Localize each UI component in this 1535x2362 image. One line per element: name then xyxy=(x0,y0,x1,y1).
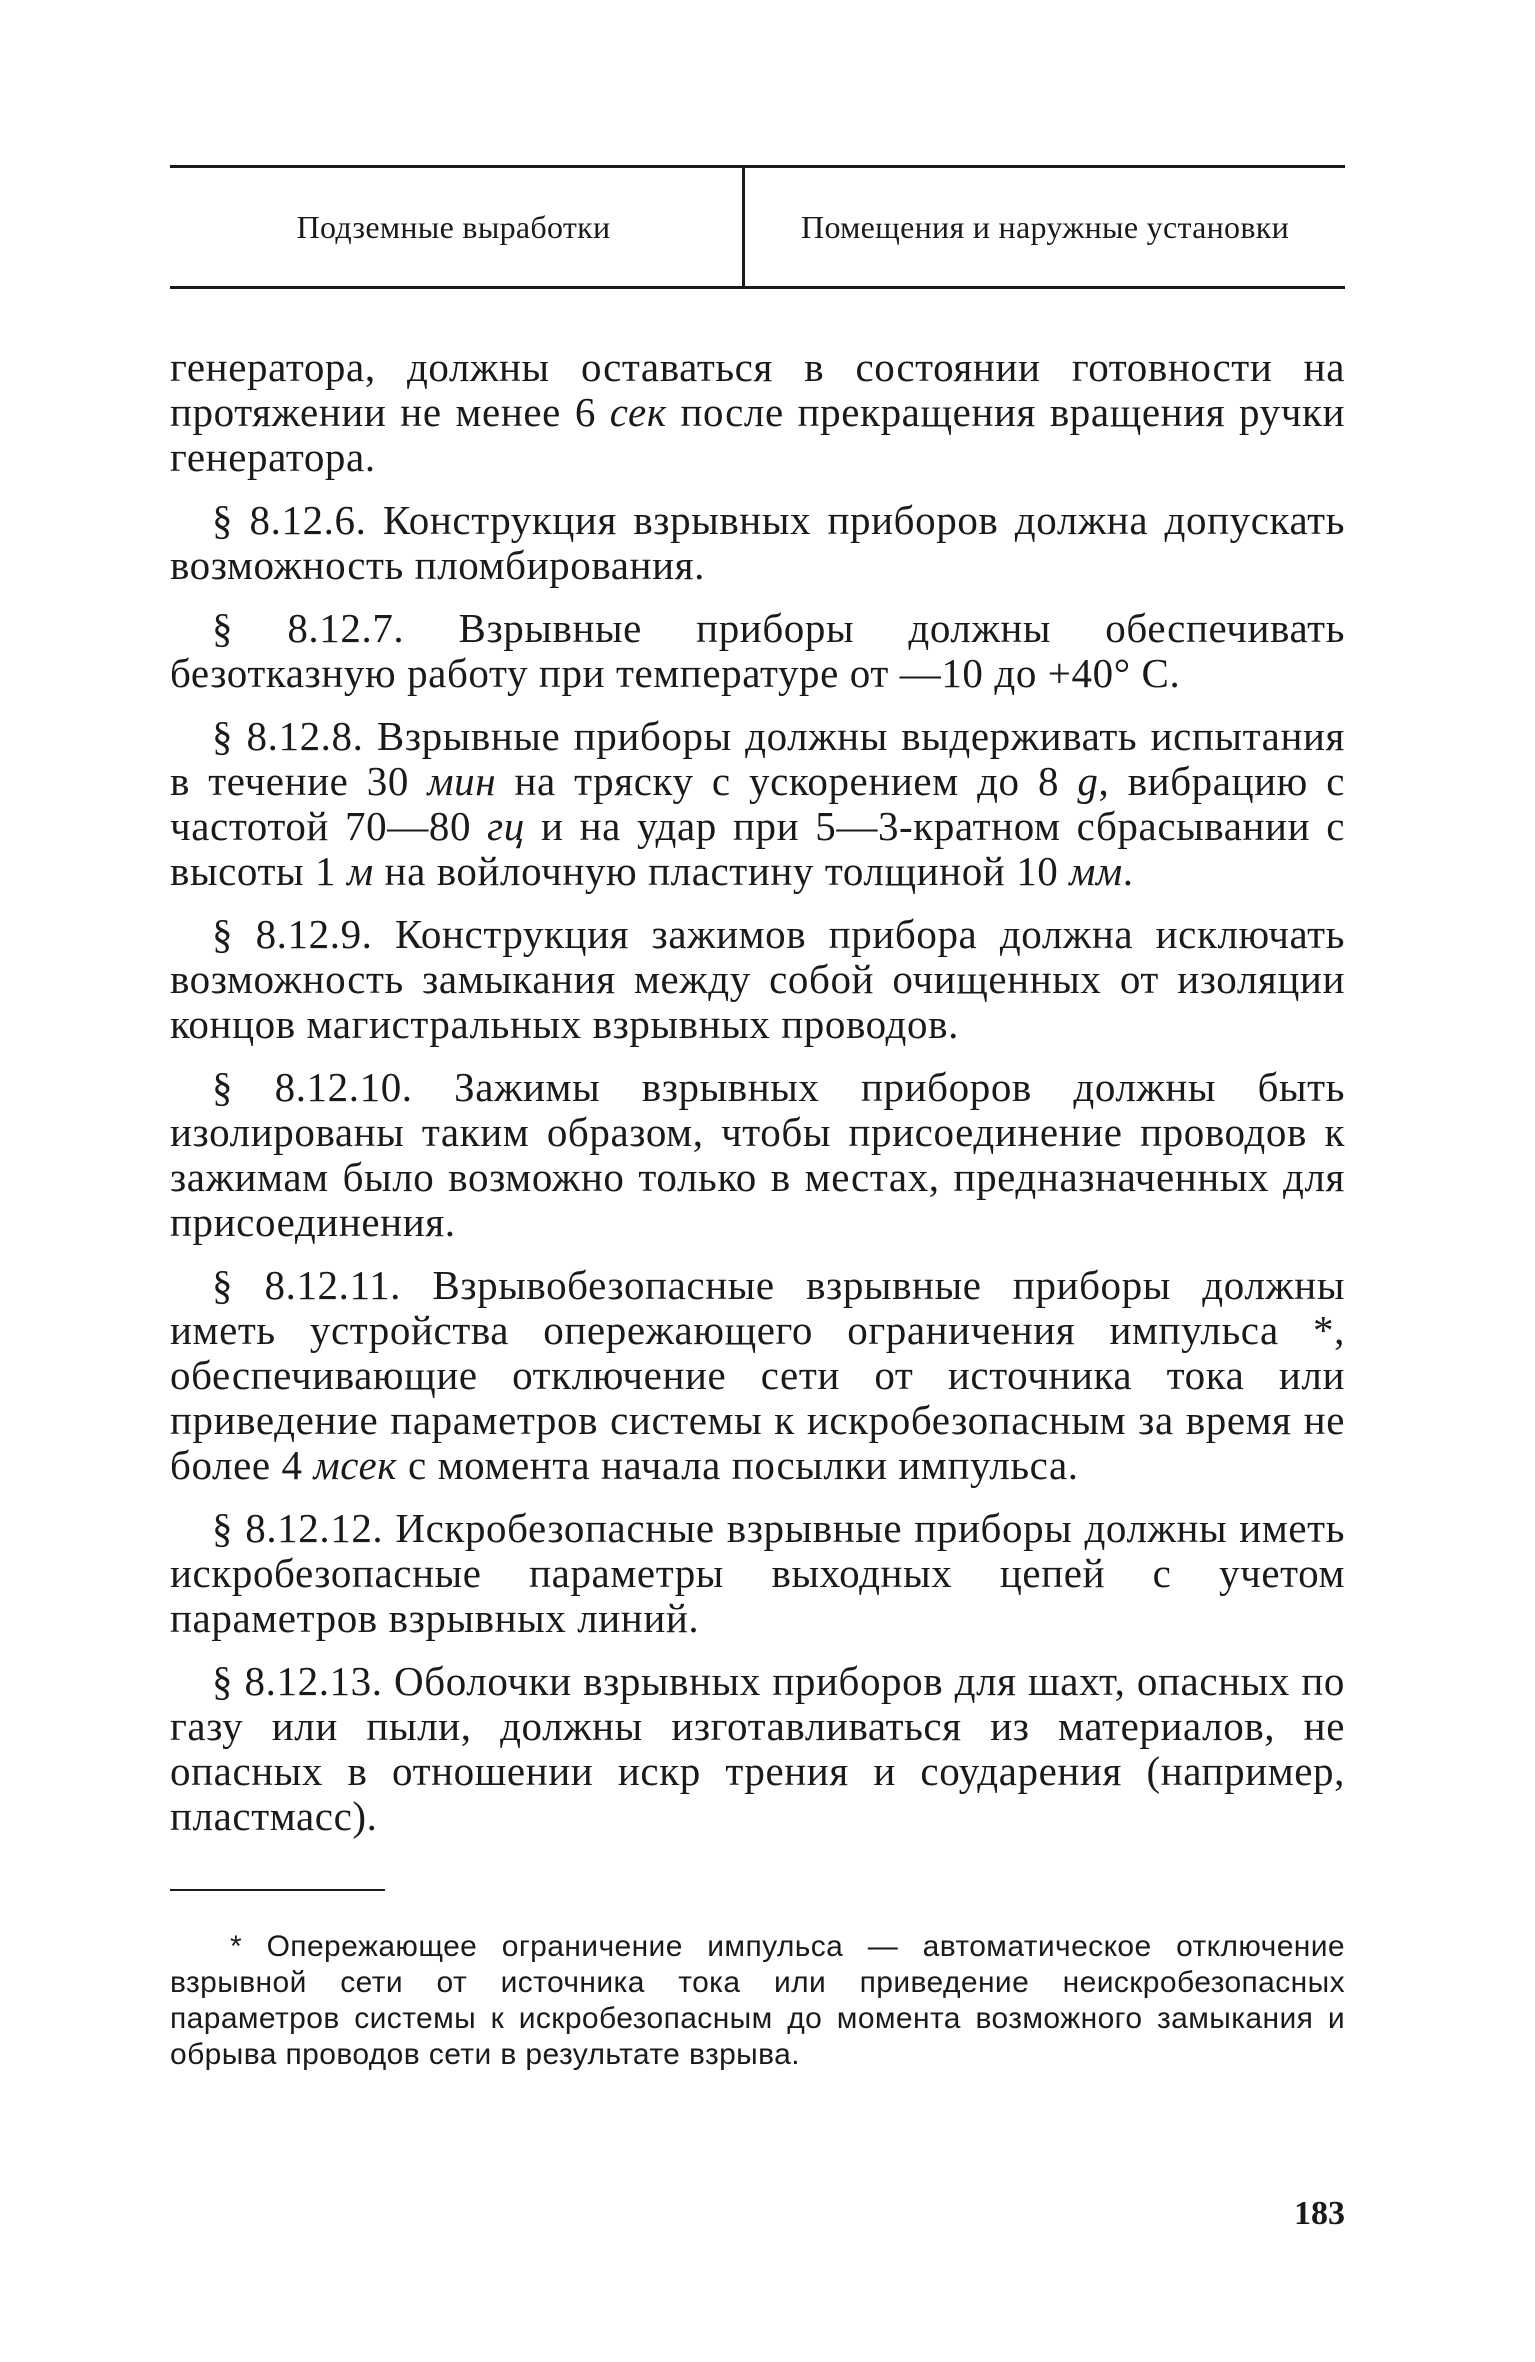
text-run: § 8.12.8. Взрывные приборы должны выдерживать испытания в течение 30 xyxy=(170,713,1345,804)
section-8-12-11 xyxy=(170,1263,1345,1488)
footnote-rule xyxy=(170,1889,385,1891)
section-8-12-9: § 8.12.9. Конструкция зажимов прибора должна исключать возможность замыкания между собой очищенных от изоляции концов магистральных взрывных проводов. xyxy=(170,911,1345,1047)
text-run: после прекращения вращения ручки генератора. xyxy=(170,389,1345,480)
page-number: 183 xyxy=(1294,2195,1345,2232)
running-header xyxy=(170,165,1345,289)
text-run: генератора, должны оставаться в состоянии готовности на протяжении не менее 6 xyxy=(170,344,1345,435)
unit-italic: мин xyxy=(427,758,497,804)
section-8-12-6: § 8.12.6. Конструкция взрывных приборов должна допускать возможность пломбирования. xyxy=(170,497,1345,588)
text-run: на войлочную пластину толщиной 10 xyxy=(373,848,1070,894)
header-right-cell: Помещения и наружные установки xyxy=(801,208,1290,245)
text-run: с момента начала посылки импульса. xyxy=(397,1442,1079,1488)
page xyxy=(170,165,1345,2073)
body-text xyxy=(170,345,1345,1839)
section-8-12-8 xyxy=(170,714,1345,894)
header-divider xyxy=(742,168,745,286)
unit-italic: м xyxy=(346,848,374,894)
text-run: § 8.12.11. Взрывобезопасные взрывные приборы должны иметь устройства опережающего ограничения импульса *, обеспечивающие отключение сети от источника тока или приведение параметров системы к искробезопасным за время не более 4 xyxy=(170,1262,1345,1488)
section-8-12-10: § 8.12.10. Зажимы взрывных приборов должны быть изолированы таким образом, чтобы присоединение проводов к зажимам было возможно только в местах, предназначенных для присоединения. xyxy=(170,1064,1345,1245)
section-8-12-13: § 8.12.13. Оболочки взрывных приборов для шахт, опасных по газу или пыли, должны изготавливаться из материалов, не опасных в отношении искр трения и соударения (например, пластмасс). xyxy=(170,1658,1345,1839)
unit-italic: сек xyxy=(609,389,667,435)
unit-italic: гц xyxy=(487,803,525,849)
text-run: . xyxy=(1122,848,1134,894)
text-run: и на удар при 5—3-кратном сбрасывании с высоты 1 xyxy=(170,803,1345,894)
section-8-12-7: § 8.12.7. Взрывные приборы должны обеспечивать безотказную работу при температуре от —10 до +40° С. xyxy=(170,605,1345,696)
paragraph-continuation xyxy=(170,345,1345,480)
text-run: на тряску с ускорением до 8 xyxy=(496,758,1078,804)
text-run: , вибрацию с частотой 70—80 xyxy=(170,758,1346,849)
unit-italic: мсек xyxy=(313,1442,398,1488)
unit-italic: g xyxy=(1077,758,1099,804)
unit-italic: мм xyxy=(1069,848,1123,894)
footnote: * Опережающее ограничение импульса — автоматическое отключение взрывной сети от источника тока или приведение неискробезопасных параметров системы к искробезопасным до момента возможного замыкания и обрыва проводов сети в результате взрыва. xyxy=(170,1930,1345,2071)
section-8-12-12: § 8.12.12. Искробезопасные взрывные приборы должны иметь искробезопасные параметры выходных цепей с учетом параметров взрывных линий. xyxy=(170,1505,1345,1641)
header-left-cell: Подземные выработки xyxy=(296,208,611,245)
